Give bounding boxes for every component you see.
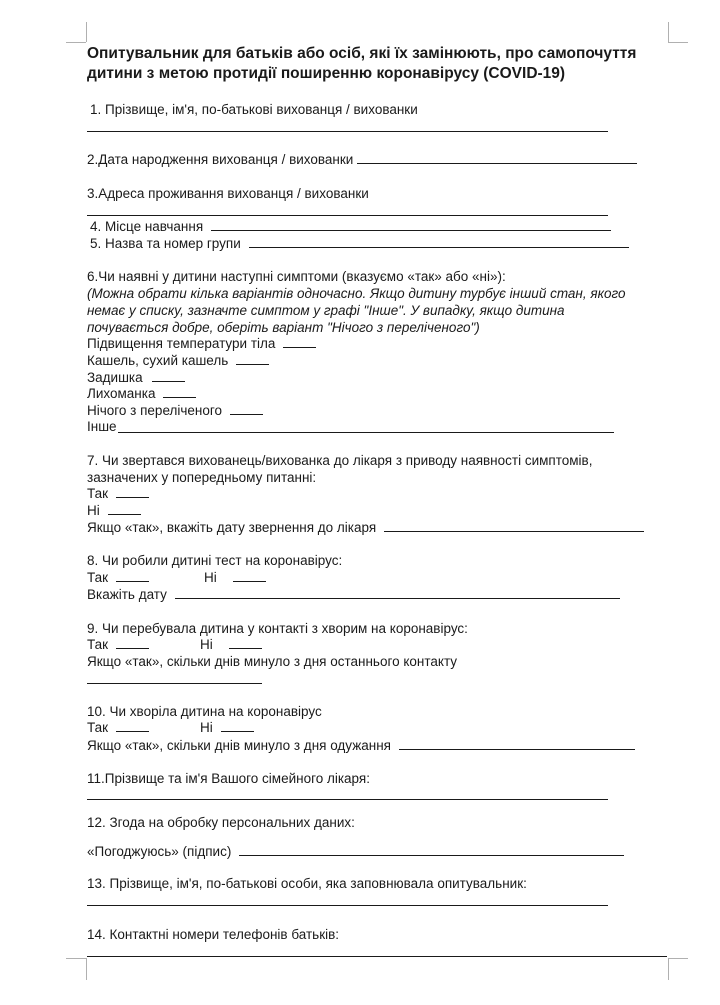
crop-mark [86,22,87,42]
page-title: Опитувальник для батьків або осіб, які їх замінюють, про самопочуття [87,45,637,62]
symptom-fever [87,336,316,352]
question-6-hint: (Можна обрати кілька варіантів одночасно. Якщо дитину турбує інший стан, якого [87,286,626,301]
page-title-line2: дитини з метою протидії поширенню коронавірусу (COVID-19) [87,65,566,82]
group-field[interactable] [249,236,629,248]
question-7-no [87,503,141,519]
no-label: Ні [87,503,100,518]
signature-field[interactable] [239,844,624,856]
symptom-chills [87,386,196,402]
question-7-yes [87,486,149,502]
no-label: Ні [200,720,213,735]
question-4-label: 4. Місце навчання [90,219,204,234]
symptom-answer-field[interactable] [230,403,263,415]
question-2 [87,152,637,168]
crop-mark [668,42,688,43]
question-1-label: 1. Прізвище, ім'я, по-батькові вихованця / вихованки [90,102,418,117]
question-9-days-label: Якщо «так», скільки днів минуло з дня останнього контакту [87,654,458,669]
question-10-no [200,720,254,736]
school-field[interactable] [211,219,611,231]
crop-mark [86,958,87,980]
yes-answer-field[interactable] [116,570,149,582]
family-doctor-field[interactable] [87,799,608,800]
no-answer-field[interactable] [221,720,254,732]
question-6-hint: немає у списку, зазначте симптом у графі "Інше". У випадку, якщо дитина [87,303,565,318]
question-4 [90,219,611,235]
doctor-visit-date-label: Якщо «так», вкажіть дату звернення до лікаря [87,520,377,535]
question-7-label: 7. Чи звертався вихованець/вихованка до лікаря з приводу наявності симптомів, [87,453,593,468]
no-answer-field[interactable] [233,570,266,582]
recovery-days-field[interactable] [399,738,635,750]
symptom-answer-field[interactable] [236,353,269,365]
symptom-none [87,403,263,419]
no-label: Ні [204,570,217,585]
symptom-label: Інше [87,419,117,434]
symptom-label: Нічого з переліченого [87,403,223,418]
symptom-label: Кашель, сухий кашель [87,353,229,368]
parent-phones-field[interactable] [87,956,667,957]
no-answer-field[interactable] [229,637,262,649]
symptom-label: Підвищення температури тіла [87,336,276,351]
question-10-days [87,738,635,754]
question-8-yes [87,570,149,586]
question-14-label: 14. Контактні номери телефонів батьків: [87,927,340,942]
symptom-other-field[interactable] [118,432,614,433]
question-2-label: 2.Дата народження вихованця / вихованки [87,152,354,167]
test-date-field[interactable] [175,587,620,599]
question-12-consent [87,844,624,860]
question-8-label: 8. Чи робили дитині тест на коронавірус: [87,553,343,568]
doctor-visit-date-field[interactable] [384,520,644,532]
question-3-answer-line[interactable] [87,215,608,216]
contact-days-field[interactable] [87,683,262,684]
question-8-date [87,587,620,603]
yes-label: Так [87,570,109,585]
crop-mark [668,958,669,980]
question-11-label: 11.Прізвище та ім'я Вашого сімейного лікаря: [87,771,370,786]
question-10-label: 10. Чи хворіла дитина на коронавірус [87,704,322,719]
question-6-hint: почувається добре, оберіть варіант "Нічого з переліченого") [87,320,480,335]
respondent-name-field[interactable] [87,905,608,906]
consent-label: «Погоджуюсь» (підпис) [87,844,232,859]
question-8-no [204,570,266,586]
crop-mark [66,42,86,43]
yes-answer-field[interactable] [116,637,149,649]
question-3-label: 3.Адреса проживання вихованця / вихованки [87,186,369,201]
question-13-label: 13. Прізвище, ім'я, по-батькові особи, яка заповнювала опитувальник: [87,876,527,891]
question-9-yes [87,637,149,653]
crop-mark [668,22,669,42]
yes-label: Так [87,720,109,735]
symptom-label: Лихоманка [87,386,156,401]
yes-answer-field[interactable] [116,720,149,732]
yes-label: Так [87,486,109,501]
crop-mark [66,958,86,959]
symptom-dyspnea [87,370,185,386]
question-1-answer-line[interactable] [87,131,608,132]
question-6-label: 6.Чи наявні у дитини наступні симптоми (вказуємо «так» або «ні»): [87,269,506,284]
question-9-label: 9. Чи перебувала дитина у контакті з хворим на коронавірус: [87,621,468,636]
symptom-answer-field[interactable] [283,336,316,348]
test-date-label: Вкажіть дату [87,587,167,602]
question-7-date [87,520,644,536]
recovery-days-label: Якщо «так», скільки днів минуло з дня одужання [87,738,391,753]
yes-answer-field[interactable] [116,486,149,498]
symptom-answer-field[interactable] [152,370,185,382]
crop-mark [668,958,688,959]
question-12-label: 12. Згода на обробку персональних даних: [87,815,355,830]
no-label: Ні [200,637,213,652]
yes-label: Так [87,637,109,652]
question-10-yes [87,720,149,736]
question-9-no [200,637,262,653]
birth-date-field[interactable] [357,152,637,164]
question-5 [90,236,629,252]
symptom-answer-field[interactable] [163,386,196,398]
question-5-label: 5. Назва та номер групи [90,236,241,251]
question-7-label-line2: зазначених у попередньому питанні: [87,470,317,485]
symptom-label: Задишка [87,370,143,385]
symptom-other [87,419,117,435]
no-answer-field[interactable] [108,503,141,515]
symptom-cough [87,353,269,369]
